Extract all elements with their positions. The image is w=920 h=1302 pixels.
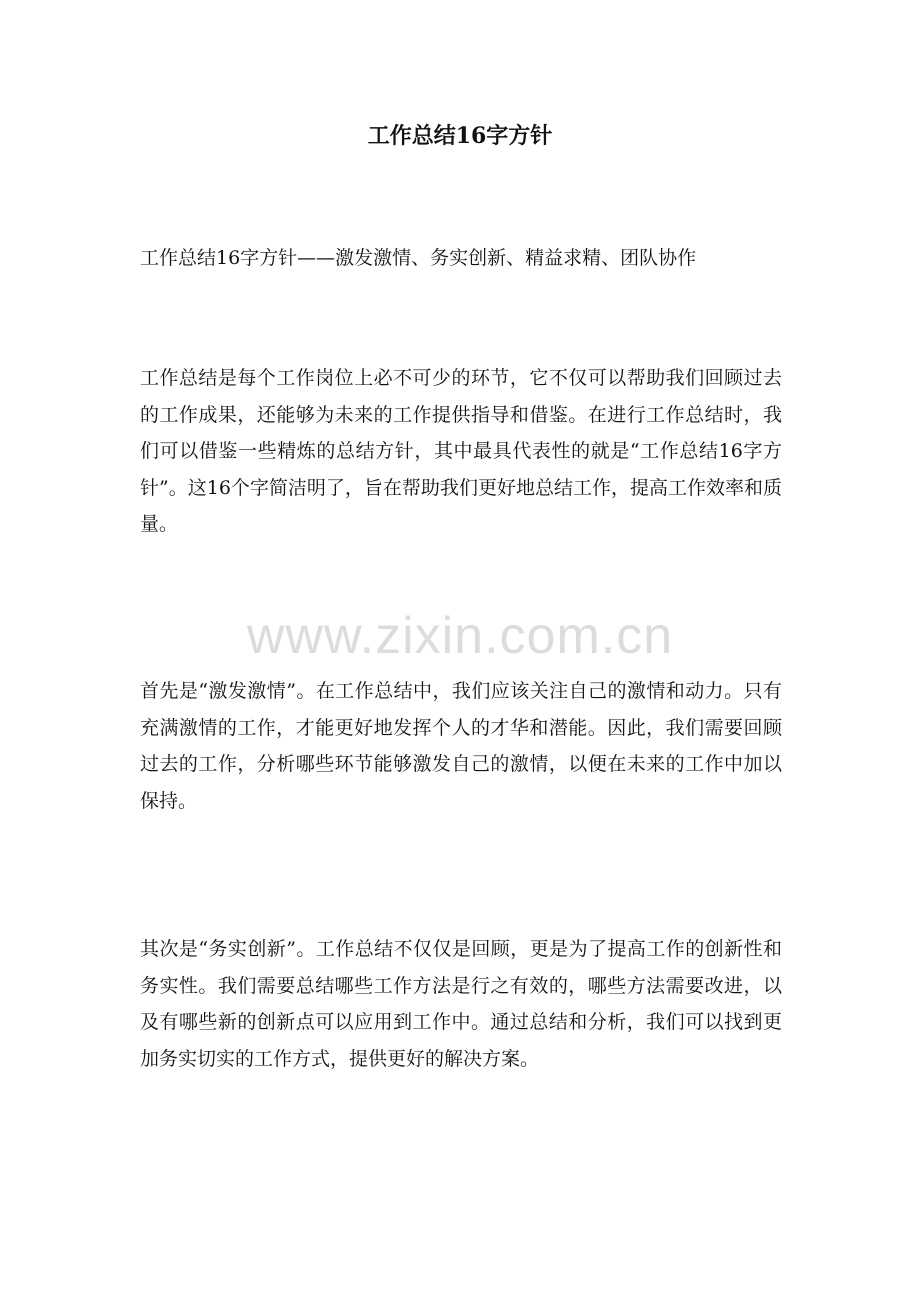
paragraph-passion: 首先是“激发激情”。在工作总结中，我们应该关注自己的激情和动力。只有充满激情的工作，才能更好地发挥个人的才华和潜能。因此，我们需要回顾过去的工作，分析哪些环节能够激发自己的激情，以便在未来的工作中加以保持。 xyxy=(140,680,782,812)
watermark: www.zixin.com.cn xyxy=(246,607,674,665)
document-title: 工作总结16字方针 xyxy=(367,123,553,149)
paragraph-intro: 工作总结是每个工作岗位上必不可少的环节，它不仅可以帮助我们回顾过去的工作成果，还能够为未来的工作提供指导和借鉴。在进行工作总结时，我们可以借鉴一些精炼的总结方针，其中最具代表性的就是“工作总结16字方针”。这16个字简洁明了，旨在帮助我们更好地总结工作，提高工作效率和质量。 xyxy=(140,367,782,535)
document-subtitle: 工作总结16字方针——激发激情、务实创新、精益求精、团队协作 xyxy=(140,247,697,269)
paragraph-innovation: 其次是“务实创新”。工作总结不仅仅是回顾，更是为了提高工作的创新性和务实性。我们需要总结哪些工作方法是行之有效的，哪些方法需要改进，以及有哪些新的创新点可以应用到工作中。通过总结和分析，我们可以找到更加务实切实的工作方式，提供更好的解决方案。 xyxy=(140,938,782,1070)
